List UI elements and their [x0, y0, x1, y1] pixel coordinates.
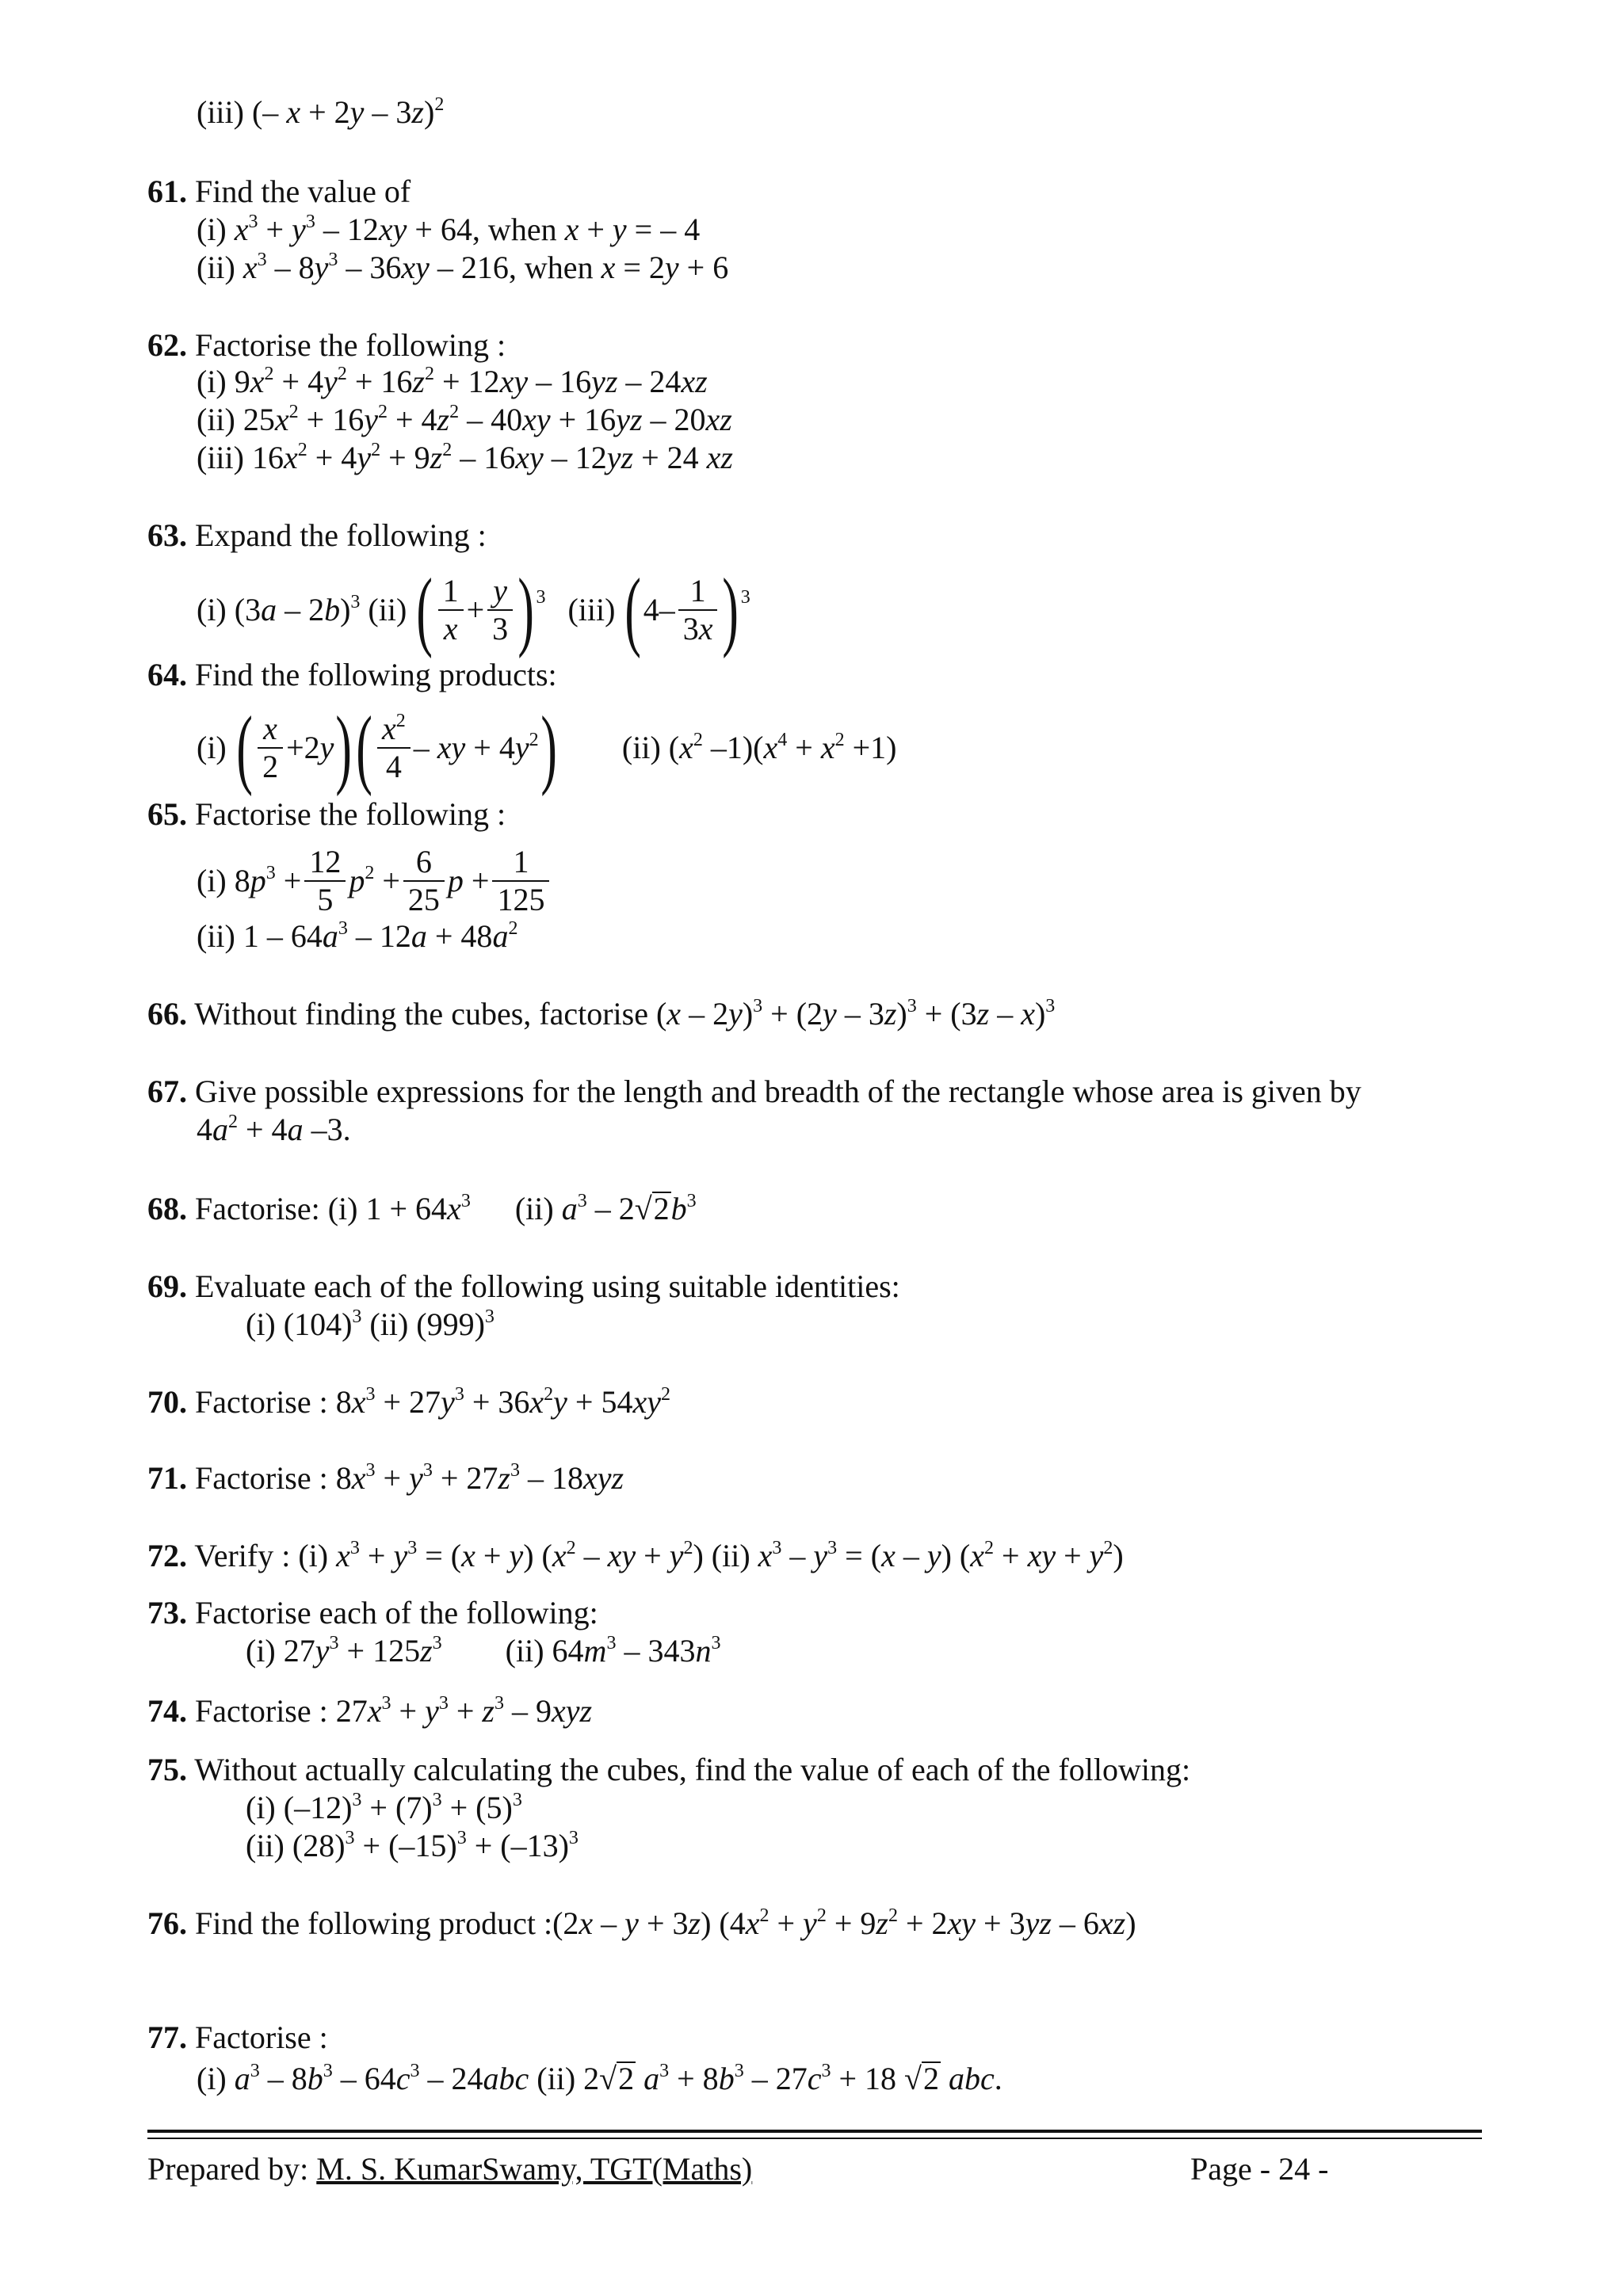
q63-title: 63. Expand the following : [147, 517, 487, 553]
q64-title: 64. Find the following products: [147, 657, 557, 692]
q69-title: 69. Evaluate each of the following using suitable identities: [147, 1268, 900, 1304]
q61-title: 61. Find the value of [147, 174, 411, 209]
q65-title: 65. Factorise the following : [147, 796, 506, 832]
q62-part-i: (i) $9x^2 + 4y^2 + 16z^2 + 12xy - 16yz - 24xz$ [197, 364, 708, 399]
q62-part-ii: (ii) $25x^2 + 16y^2 + 4z^2 - 40xy + 16yz - 20xz$ [197, 402, 732, 437]
q75-title: 75. Without actually calculating the cubes, find the value of each of the following: [147, 1752, 1191, 1787]
q67-line2: $4a^2 + 4a$ –3. [197, 1112, 351, 1147]
q61-part-ii: (ii) $x^3 - 8y^3 - 36xy - 216$, when x = 2y + 6 [197, 250, 729, 285]
q61-part-i: (i) $x^3 + y^3 - 12xy + 64$, when x + y = – 4 [197, 212, 701, 247]
q63-parts: (i) (3a – 2b)$^3$ (ii) ( $\frac{1}{x}$ + $\frac{y}{3}$ )3 (iii) (4– $\frac{1}{3x}$ )3 [197, 560, 750, 659]
q68: 68. Factorise: (i) $1 + 64x^3$ (ii) $a^3 - 2√2b^3$ [147, 1191, 697, 1226]
q77-title: 77. Factorise : [147, 2019, 328, 2055]
q72: 72. Verify : (i) $x^3 + y^3 = (x + y)$ ($x^2$ – xy + $y^2$) (ii) $x^3 - y^3 = (x - y) (x^2$ + xy + $y^2$) [147, 1538, 1124, 1573]
q75-part-ii: (ii) $(28)^3 + (-15)^3 + (-13)^3$ [246, 1828, 579, 1863]
q70: 70. Factorise : $8x^3 + 27y^3 + 36x^2y + 54xy^2$ [147, 1384, 670, 1420]
q73-title: 73. Factorise each of the following: [147, 1595, 598, 1630]
q60-part-iii: (iii) (– x + 2y – 3z)$^2$ [197, 94, 445, 130]
footer-rule-thin [147, 2138, 1482, 2139]
q69-parts: (i) $(104)^3$ (ii) $(999)^3$ [246, 1306, 495, 1342]
footer-rule-thick [147, 2130, 1482, 2133]
q74: 74. Factorise : $27x^3 + y^3 + z^3 - 9xyz$ [147, 1693, 593, 1729]
q62-part-iii: (iii) $16x^2 + 4y^2 + 9z^2 - 16xy - 12yz + 24$ xz [197, 440, 733, 475]
footer-author: M. S. KumarSwamy, TGT(Maths) [316, 2151, 753, 2187]
q76: 76. Find the following product :(2x – y + 3z) $(4x^2 + y^2 + 9z^2 + 2xy + 3yz - 6xz)$ [147, 1905, 1136, 1941]
q62-title: 62. Factorise the following : [147, 327, 506, 363]
q71: 71. Factorise : $8x^3 + y^3 + 27z^3 - 18xyz$ [147, 1460, 624, 1496]
footer-page-number: Page - 24 - [1190, 2151, 1329, 2187]
q66: 66. Without finding the cubes, factorise (x – 2y)$^3$ + (2y – 3z)$^3$ + (3z – x)$^3$ [147, 996, 1056, 1032]
q65-part-i: (i) $8p^3$ + $\frac{12}{5}$ $p^2$ + $\frac{6}{25}$ p + $\frac{1}{125}$ [197, 837, 552, 919]
q75-part-i: (i) $(-12)^3 + (7)^3 + (5)^3$ [246, 1790, 522, 1825]
q65-part-ii: (ii) $1 - 64a^3 - 12a + 48a^2$ [197, 918, 518, 954]
q64-parts: (i) ( $\frac{x}{2}$ +2y)( $\frac{x^2}{4}$ – xy + $4y^2$) (ii) ($x^2$ $-1)(x^4 + x^2 +1)$ [197, 698, 897, 797]
q73-parts: (i) $27y^3 + 125z^3$ (ii) $64m^3 - 343n^3$ [246, 1633, 721, 1669]
q77-parts: (i) $a^3 - 8b^3 - 64c^3 - 24abc$ (ii) 2√2 $a^3 + 8b^3 - 27c^3 + 18$ √2 abc. [197, 2061, 1002, 2096]
q67-line1: 67. Give possible expressions for the length and breadth of the rectangle whose area is given by [147, 1074, 1361, 1109]
footer-prepared: Prepared by: M. S. KumarSwamy, TGT(Maths) [147, 2151, 753, 2187]
